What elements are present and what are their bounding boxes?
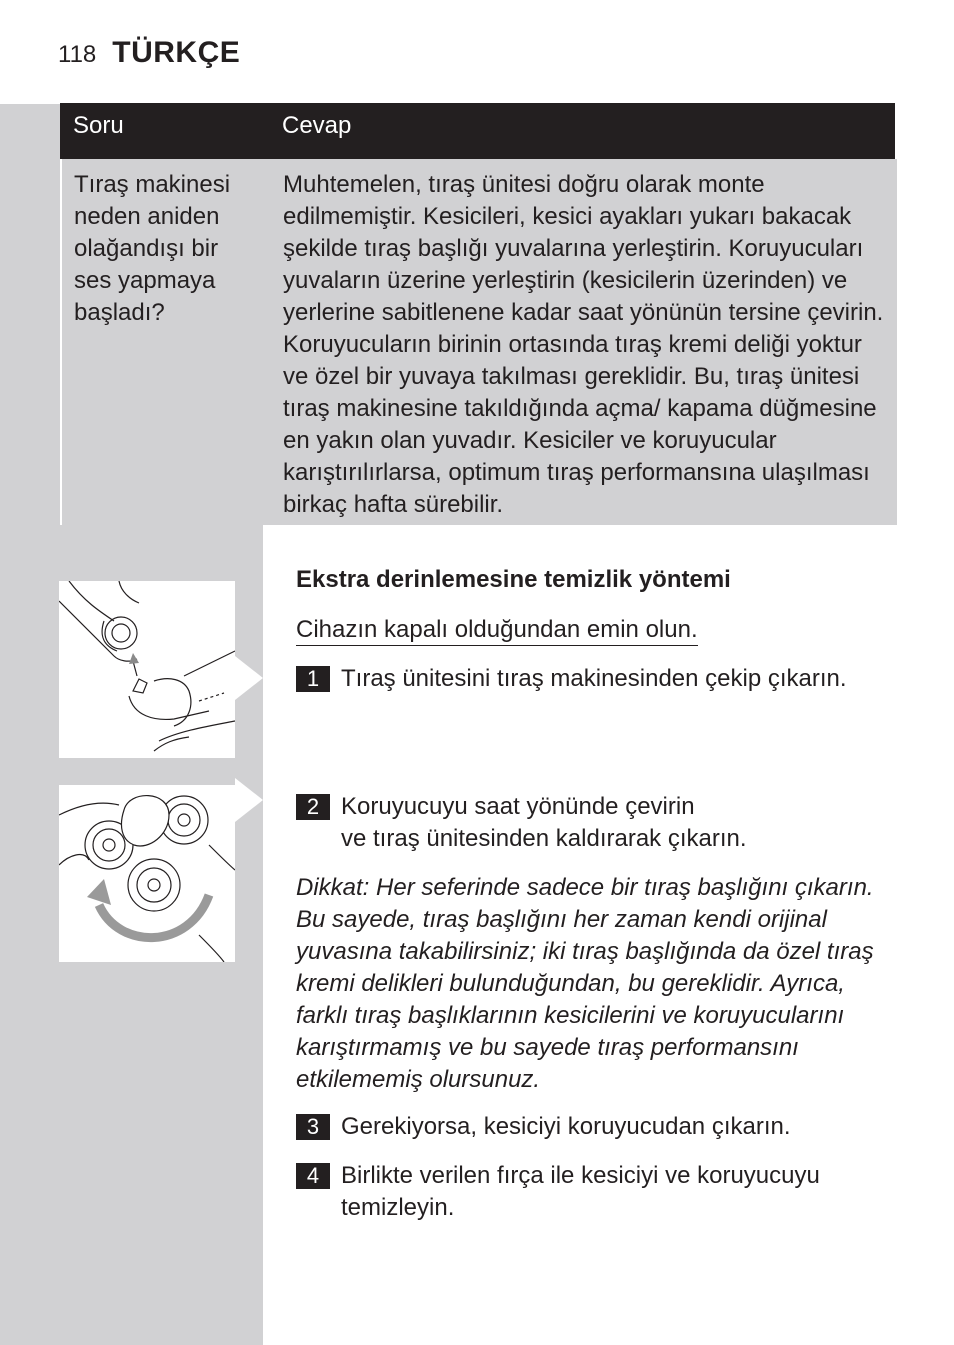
table-row bbox=[60, 159, 897, 525]
table-header bbox=[60, 103, 895, 159]
gray-margin-strip bbox=[0, 104, 60, 525]
step-4 bbox=[296, 1160, 820, 1224]
precondition-text: Cihazın kapalı olduğundan emin olun. bbox=[296, 616, 698, 646]
answer-cell: Muhtemelen, tıraş ünitesi doğru olarak monte edilmemiştir. Kesicileri, kesici ayakları yukarı bakacak şekilde tıraş başlığı yuvalarına yerleştirin. Koruyucuları yuvaların üzerine yerleştirin (kesicilerin üzerinden) ve yerlerine sabitlenene kadar saat yönünün tersine çevirin. Koruyucuların birinin ortasında tıraş kremi deliği yoktur ve özel bir yuvaya takılması gereklidir. Bu, tıraş ünitesi tıraş makinesine takıldığında açma/ kapama düğmesine en yakın olan yuvadır. Kesiciler ve koruyucular karıştırılırlarsa, optimum tıraş performansına ulaşılması birkaç hafta sürebilir. bbox=[283, 171, 884, 518]
section-title: Ekstra derinlemesine temizlik yöntemi bbox=[296, 566, 731, 593]
header-question: Soru bbox=[73, 112, 124, 139]
page-header bbox=[58, 36, 240, 72]
header-answer: Cevap bbox=[282, 112, 352, 139]
language-title: TÜRKÇE bbox=[112, 36, 241, 69]
question-cell: Tıraş makinesi neden aniden olağandışı bir ses yapmaya başladı? bbox=[74, 171, 231, 326]
step-number: 3 bbox=[296, 1114, 330, 1140]
guard-rotation-illustration bbox=[59, 785, 235, 962]
step-2 bbox=[296, 791, 747, 855]
page-number: 118 bbox=[58, 41, 97, 68]
step-text: Gerekiyorsa, kesiciyi koruyucudan çıkarın. bbox=[341, 1113, 791, 1140]
step-number: 4 bbox=[296, 1163, 330, 1189]
illustration-pointer bbox=[235, 778, 263, 822]
step-text: Tıraş ünitesini tıraş makinesinden çekip çıkarın. bbox=[341, 665, 847, 692]
shaver-unit-removal-illustration bbox=[59, 581, 235, 758]
step-3 bbox=[296, 1111, 791, 1143]
caution-note: Dikkat: Her seferinde sadece bir tıraş başlığını çıkarın. Bu sayede, tıraş başlığını her zaman kendi orijinal yuvasına takabilirsiniz; iki tıraş başlığında da özel tıraş kremi delikleri bulunduğundan, bu gereklidir. Ayrıca, farklı tıraş başlıklarının kesicilerini ve koruyucularını karıştırmamış ve bu sayede tıraş performansını etkilememiş olursunuz. bbox=[296, 874, 874, 1093]
step-1 bbox=[296, 663, 847, 695]
illustration-pointer bbox=[235, 656, 263, 700]
step-number: 2 bbox=[296, 794, 330, 820]
troubleshooting-table bbox=[60, 103, 895, 525]
step-number: 1 bbox=[296, 666, 330, 692]
step-text: Birlikte verilen fırça ile kesiciyi ve koruyucuyu temizleyin. bbox=[341, 1162, 820, 1221]
step-text: Koruyucuyu saat yönünde çevirin ve tıraş ünitesinden kaldırarak çıkarın. bbox=[341, 793, 747, 852]
